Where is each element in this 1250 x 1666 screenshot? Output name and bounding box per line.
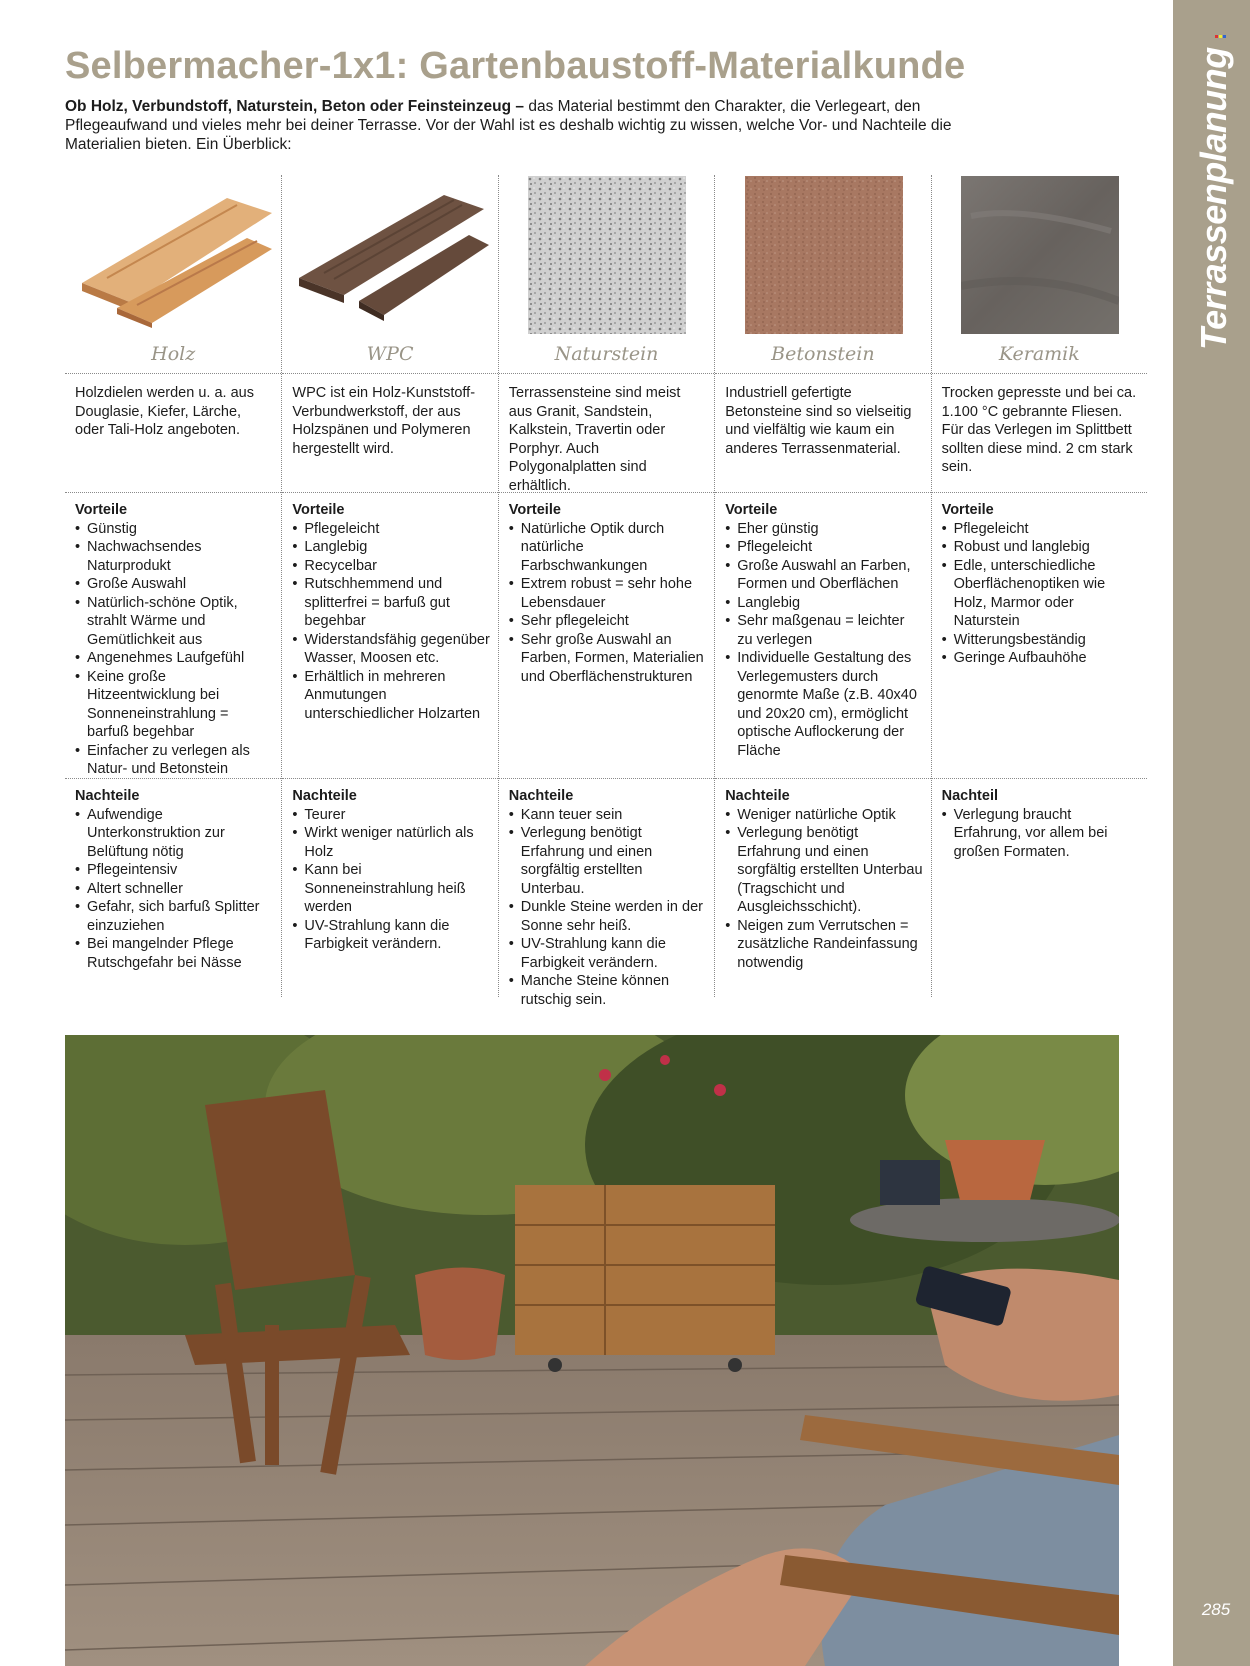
list-item: • Erhältlich in mehreren Anmutungen unterschiedlicher Holzarten <box>292 668 489 724</box>
list-item: • Sehr große Auswahl an Farben, Formen, Materialien und Oberflächenstrukturen <box>509 631 706 687</box>
list-item: • Wirkt weniger natürlich als Holz <box>292 824 489 861</box>
cons-list <box>75 806 273 973</box>
list-item: • Aufwendige Unterkonstruktion zur Belüftung nötig <box>75 806 273 862</box>
pros-list <box>75 520 273 779</box>
material-name: WPC <box>282 335 497 374</box>
section-label: Terrassenplanung <box>1193 47 1234 350</box>
granite-tile-icon <box>509 175 706 335</box>
intro-lead: Ob Holz, Verbundstoff, Naturstein, Beton oder Feinsteinzeug – <box>65 98 525 115</box>
list-item: • Langlebig <box>725 594 922 613</box>
pros-heading: Vorteile <box>75 502 128 518</box>
pros-heading: Vorteile <box>292 502 345 518</box>
list-item: • Pflegeleicht <box>725 538 922 557</box>
pros-section <box>282 493 497 779</box>
list-item: • Einfacher zu verlegen als Natur- und Betonstein <box>75 742 273 779</box>
list-item: • Dunkle Steine werden in der Sonne sehr heiß. <box>509 898 706 935</box>
cons-section <box>282 779 497 997</box>
list-item: • Große Auswahl <box>75 575 273 594</box>
list-item: • Langlebig <box>292 538 489 557</box>
intro-rest: das Material bestimmt den Charakter, die Verlegeart, den Pflegeaufwand und vieles mehr bei deiner Terrasse. Vor der Wahl ist es deshalb wichtig zu wissen, welche Vor- und Nachteile die Materialien bieten. Ein Überblick: <box>65 98 952 153</box>
cons-heading: Nachteil <box>941 788 999 804</box>
material-name: Betonstein <box>715 335 930 374</box>
pros-heading: Vorteile <box>941 502 994 518</box>
cons-list <box>292 806 489 954</box>
list-item: • Rutschhemmend und splitterfrei = barfuß gut begehbar <box>292 575 489 631</box>
list-item: • Widerstandsfähig gegenüber Wasser, Moosen etc. <box>292 631 489 668</box>
list-item: • Geringe Aufbauhöhe <box>942 649 1139 668</box>
list-item: • Verlegung benötigt Erfahrung und einen sorgfältig erstellten Unterbau. <box>509 824 706 898</box>
pros-section <box>499 493 714 779</box>
list-item: • Günstig <box>75 520 273 539</box>
list-item: • Bei mangelnder Pflege Rutschgefahr bei Nässe <box>75 935 273 972</box>
list-item: • Verlegung benötigt Erfahrung und einen sorgfältig erstellten Unterbau (Tragschicht und Ausgleichsschicht). <box>725 824 922 917</box>
pros-section <box>65 493 281 779</box>
material-description: WPC ist ein Holz-Kunststoff-Verbundwerkstoff, der aus Holzspänen und Polymeren hergestellt wird. <box>282 374 497 493</box>
list-item: • Weniger natürliche Optik <box>725 806 922 825</box>
list-item: • Pflegeleicht <box>292 520 489 539</box>
cons-heading: Nachteile <box>75 788 140 804</box>
concrete-tile-icon <box>725 175 922 335</box>
material-description: Trocken gepresste und bei ca. 1.100 °C gebrannte Fliesen. Für das Verlegen im Splittbett sollten diese mind. 2 cm stark sein. <box>932 374 1147 493</box>
list-item: • Edle, unterschiedliche Oberflächenoptiken wie Holz, Marmor oder Naturstein <box>942 557 1139 631</box>
list-item: • Pflegeintensiv <box>75 861 273 880</box>
wpc-planks-icon <box>292 175 489 335</box>
list-item: • Recycelbar <box>292 557 489 576</box>
pros-heading: Vorteile <box>725 502 778 518</box>
color-marks-icon <box>1215 32 1227 44</box>
material-table <box>65 175 1147 1008</box>
list-item: • Keine große Hitzeentwicklung bei Sonneneinstrahlung = barfuß begehbar <box>75 668 273 742</box>
material-description: Industriell gefertigte Betonsteine sind so vielseitig und vielfältig wie kaum ein anderes Terrassenmaterial. <box>715 374 930 493</box>
pros-section <box>715 493 930 779</box>
material-description: Terrassensteine sind meist aus Granit, Sandstein, Kalkstein, Travertin oder Porphyr. Auch Polygonalplatten sind erhältlich. <box>499 374 714 493</box>
list-item: • Eher günstig <box>725 520 922 539</box>
wood-planks-icon <box>75 175 273 335</box>
intro-paragraph <box>65 97 955 154</box>
pros-list <box>725 520 922 761</box>
list-item: • Neigen zum Verrutschen = zusätzliche Randeinfassung notwendig <box>725 917 922 973</box>
list-item: • Gefahr, sich barfuß Splitter einzuziehen <box>75 898 273 935</box>
list-item: • Sehr maßgenau = leichter zu verlegen <box>725 612 922 649</box>
list-item: • UV-Strahlung kann die Farbigkeit verändern. <box>509 935 706 972</box>
cons-list <box>725 806 922 973</box>
material-column-holz <box>65 175 281 997</box>
pros-list <box>509 520 706 687</box>
list-item: • UV-Strahlung kann die Farbigkeit verändern. <box>292 917 489 954</box>
page-title: Selbermacher-1x1: Gartenbaustoff-Materialkunde <box>65 45 966 87</box>
material-column-keramik <box>931 175 1147 997</box>
list-item: • Natürlich-schöne Optik, strahlt Wärme und Gemütlichkeit aus <box>75 594 273 650</box>
list-item: • Individuelle Gestaltung des Verlegemusters durch genormte Maße (z.B. 40x40 und 20x20 cm), ermöglicht optische Auflockerung der Fläche <box>725 649 922 760</box>
pros-heading: Vorteile <box>508 502 561 518</box>
list-item: • Sehr pflegeleicht <box>509 612 706 631</box>
cons-section <box>499 779 714 1008</box>
pros-section <box>932 493 1147 779</box>
list-item: • Pflegeleicht <box>942 520 1139 539</box>
cons-heading: Nachteile <box>508 788 574 804</box>
material-column-naturstein <box>498 175 714 1008</box>
cons-heading: Nachteile <box>292 788 357 804</box>
material-name: Naturstein <box>499 335 714 374</box>
list-item: • Extrem robust = sehr hohe Lebensdauer <box>509 575 706 612</box>
pros-list <box>292 520 489 724</box>
material-name: Keramik <box>932 335 1147 374</box>
page-number: 285 <box>1201 1600 1231 1619</box>
ceramic-tile-icon <box>942 175 1139 335</box>
list-item: • Altert schneller <box>75 880 273 899</box>
cons-section <box>65 779 281 997</box>
list-item: • Robust und langlebig <box>942 538 1139 557</box>
list-item: • Kann teuer sein <box>509 806 706 825</box>
material-column-wpc <box>281 175 497 997</box>
list-item: • Natürliche Optik durch natürliche Farbschwankungen <box>509 520 706 576</box>
list-item: • Verlegung braucht Erfahrung, vor allem bei großen Formaten. <box>942 806 1139 862</box>
material-name: Holz <box>65 335 281 374</box>
cons-heading: Nachteile <box>725 788 790 804</box>
material-description: Holzdielen werden u. a. aus Douglasie, Kiefer, Lärche, oder Tali-Holz angeboten. <box>65 374 281 493</box>
cons-list <box>509 806 706 1010</box>
list-item: • Angenehmes Laufgefühl <box>75 649 273 668</box>
list-item: • Kann bei Sonneneinstrahlung heiß werden <box>292 861 489 917</box>
list-item: • Nachwachsendes Naturprodukt <box>75 538 273 575</box>
cons-section <box>932 779 1147 997</box>
list-item: • Witterungsbeständig <box>942 631 1139 650</box>
material-column-betonstein <box>714 175 930 997</box>
terrace-photo <box>65 1035 1119 1666</box>
cons-list <box>942 806 1139 862</box>
list-item: • Große Auswahl an Farben, Formen und Oberflächen <box>725 557 922 594</box>
cons-section <box>715 779 930 997</box>
list-item: • Teurer <box>292 806 489 825</box>
list-item: • Manche Steine können rutschig sein. <box>509 972 706 1009</box>
pros-list <box>942 520 1139 668</box>
